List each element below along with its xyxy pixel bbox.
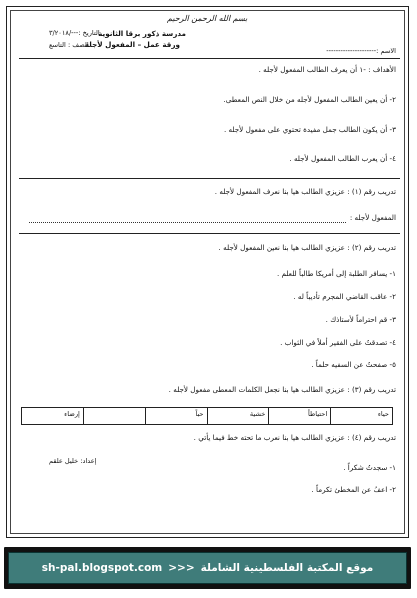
footer-arrows: >>> (168, 562, 195, 574)
objective-3: ٣- أن يكون الطالب جمل مفيدة تحتوي على مفعول لأجله . (223, 125, 396, 134)
objective-2: ٢- أن يعين الطالب المفعول لأجله من خلال النص المعطى. (223, 95, 396, 104)
objective-1: الأهداف : -١ أن يعرف الطالب المفعول لأجله . (258, 65, 396, 74)
exercise-1-title: تدريب رقم (١) : عزيزي الطالب هيا بنا نعرف المفعول لأجله . (214, 187, 396, 196)
objectives-divider (19, 178, 400, 179)
student-name-label: الاسم :--------------------- (326, 47, 396, 55)
date-label: التاريخ :---/٣/٢٠١٨ (49, 29, 100, 37)
exercise-2-item: ٣- قم احتراماً لأستاذك . (325, 315, 396, 324)
word-cell: حباً (145, 408, 207, 424)
header-divider (19, 58, 400, 59)
word-cell (83, 408, 145, 424)
exercise-2-item: ١- يسافر الطلبة إلى أمريكا طالباً للعلم . (276, 269, 396, 278)
word-cell: احتياطاً (268, 408, 330, 424)
exercise-2-item: ٤- تصدقتُ على الفقير أملاً في الثواب . (280, 338, 396, 347)
worksheet-title: ورقة عمل – المفعول لأجله (84, 40, 180, 49)
word-cell: حياء (330, 408, 392, 424)
exercise-4-item: ١- سجدتُ شكراً . (343, 463, 396, 472)
grade-label: الصف : التاسع (49, 41, 89, 49)
exercise-4-item: ٢- اعفُ عن المخطئ تكرماً . (311, 485, 396, 494)
word-cell: إرضاء (64, 410, 80, 418)
exercise-1-prompt: المفعول لأجله : (349, 213, 396, 222)
exercise-3-word-table (21, 407, 393, 425)
worksheet-page (6, 6, 409, 538)
footer-banner (4, 547, 411, 589)
footer-site-name: موقع المكتبة الفلسطينية الشاملة (200, 562, 374, 574)
exercise-1-divider (19, 233, 400, 234)
exercise-2-title: تدريب رقم (٢) : عزيزي الطالب هيا بنا نعين المفعول لأجله . (218, 243, 396, 252)
basmala: بسم الله الرحمن الرحيم (167, 14, 248, 23)
exercise-2-item: ٢- عاقب القاضي المجرم تأديباً له . (293, 292, 396, 301)
footer-url-link[interactable]: sh-pal.blogspot.com (41, 562, 163, 574)
exercise-3-title: تدريب رقم (٣) : عزيزي الطالب هيا بنا نجعل الكلمات المعطى مفعول لأجله . (168, 385, 396, 394)
exercise-2-item: ٥- صفحتُ عن السفيه حلماً . (311, 360, 396, 369)
objective-4: ٤- أن يعرب الطالب المفعول لأجله . (289, 154, 396, 163)
school-name: مدرسة ذكور برقا الثانوية (98, 29, 186, 38)
footer-bar (8, 552, 407, 584)
prepared-by: إعداد: خليل علقم (49, 457, 97, 465)
exercise-4-title: تدريب رقم (٤) : عزيزي الطالب هيا بنا نعرب ما تحته خط فيما يأتي . (193, 433, 396, 442)
exercise-1-answer-line (29, 222, 346, 223)
word-cell: خشية (207, 408, 269, 424)
